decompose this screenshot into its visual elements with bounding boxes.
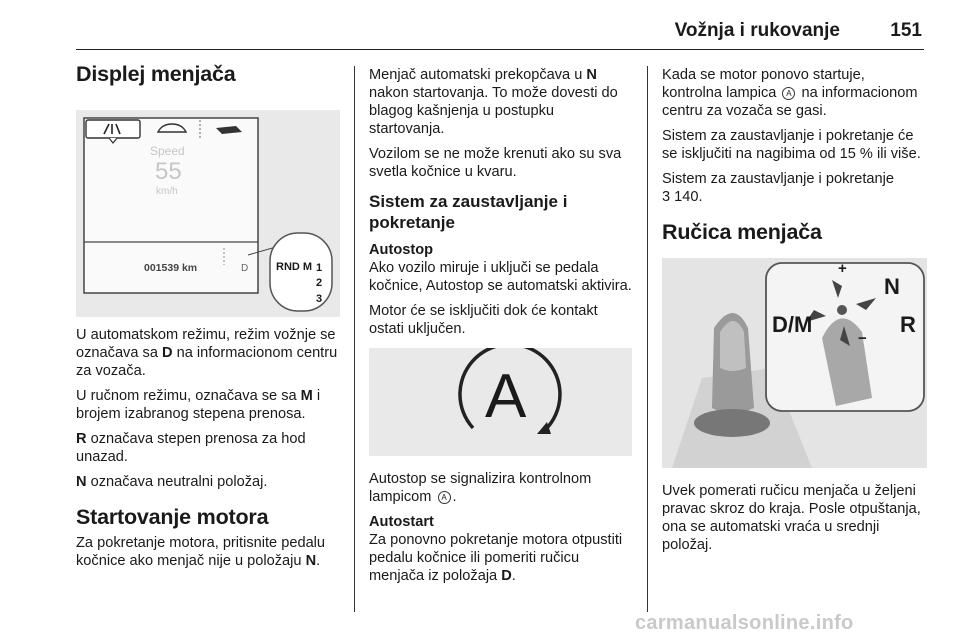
- paragraph: U automatskom režimu, režim vožnje se označava sa D na informacionom centru za vozača.: [76, 327, 338, 379]
- gear-selector-label: RND M: [276, 261, 313, 273]
- section-heading: Startovanje motora: [76, 505, 269, 529]
- r-label: R: [900, 312, 916, 337]
- page-number: 151: [890, 20, 922, 41]
- paragraph: Kada se motor ponovo startuje, kontrolna lampica A na informacionom centru za vozača se gasi.: [662, 67, 918, 119]
- column-3: [662, 66, 927, 561]
- paragraph: Vozilom se ne može krenuti ako su sva svetla kočnice u kvaru.: [369, 146, 622, 180]
- gear-display-figure: [76, 110, 340, 317]
- paragraph: Menjač automatski prekopčava u N nakon startovanja. To može dovesti do blagog kašnjenja u postupku startovanja.: [369, 67, 618, 137]
- gear-number: 2: [316, 277, 323, 289]
- gear-number: 1: [316, 262, 323, 274]
- gear-indicator: D: [241, 263, 249, 274]
- paragraph: N označava neutralni položaj.: [76, 474, 268, 490]
- paragraph: Za ponovno pokretanje motora otpustiti pedalu kočnice ili pomeriti ručicu menjača iz položaja D.: [369, 532, 623, 584]
- paragraph: Autostop se signalizira kontrolnom lampicom A .: [369, 471, 592, 505]
- watermark: carmanualsonline.info: [635, 612, 854, 634]
- column-1: [76, 60, 340, 577]
- odometer: 001539 km: [144, 262, 198, 274]
- speed-unit: km/h: [156, 186, 178, 197]
- column-2: [369, 66, 632, 592]
- page-reference: 3 140.: [662, 189, 703, 205]
- autostop-lamp-icon: A: [782, 87, 795, 100]
- paragraph: U ručnom režimu, označava se sa M i brojem izabranog stepena prenosa.: [76, 388, 321, 422]
- paragraph: Za pokretanje motora, pritisnite pedalu kočnice ako menjač nije u položaju N.: [76, 535, 326, 569]
- paragraph: Ako vozilo miruje i uključi se pedala kočnice, Autostop se automatski aktivira.: [369, 260, 632, 294]
- speed-label: Speed: [150, 144, 185, 158]
- paragraph: Sistem za zaustavljanje i pokretanje 3 140.: [662, 171, 894, 205]
- dm-label: D/M: [772, 312, 813, 337]
- paragraph: Motor će se isključiti dok će kontakt ostati uključen.: [369, 303, 598, 337]
- subsection-heading: Sistem za zaustavljanje i pokretanje: [369, 192, 568, 232]
- autostop-lamp-icon: A: [438, 491, 451, 504]
- minus-label: −: [858, 330, 867, 347]
- subsection-label: Autostart: [369, 514, 434, 530]
- gear-lever-figure: [662, 258, 927, 468]
- section-heading: Displej menjača: [76, 62, 236, 86]
- paragraph: R označava stepen prenosa za hod unazad.: [76, 431, 306, 465]
- page-header: [76, 14, 924, 50]
- gear-number: 3: [316, 293, 323, 305]
- cluster-display-illustration: [76, 110, 340, 317]
- autostop-indicator-figure: [369, 348, 632, 456]
- autostop-lamp-letter: A: [485, 362, 527, 431]
- paragraph: Sistem za zaustavljanje i pokretanje će se isključiti na nagibima od 15 % ili više.: [662, 128, 921, 162]
- n-label: N: [884, 274, 900, 299]
- speed-value: 55: [155, 158, 182, 185]
- column-divider: [354, 66, 355, 612]
- subsection-label: Autostop: [369, 242, 434, 258]
- plus-label: +: [838, 260, 847, 277]
- section-title: Vožnja i rukovanje: [674, 20, 840, 41]
- column-divider: [647, 66, 648, 612]
- paragraph: Uvek pomerati ručicu menjača u željeni pravac skroz do kraja. Posle otpuštanja, ona se automatski vraća u srednji položaj.: [662, 483, 921, 553]
- section-heading: Ručica menjača: [662, 220, 822, 244]
